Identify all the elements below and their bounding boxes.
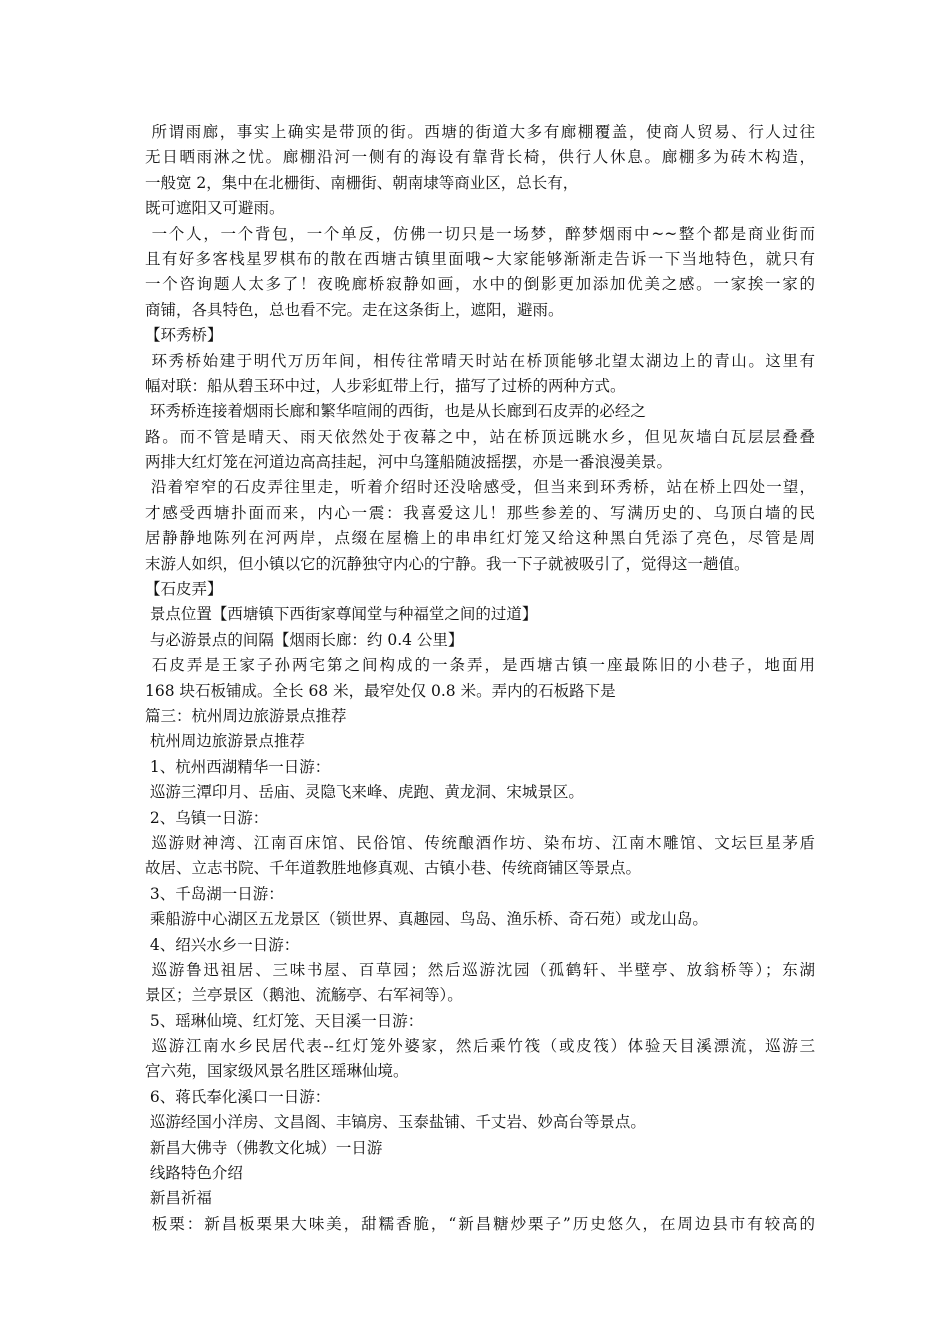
text-line: 路。而不管是晴天、雨天依然处于夜幕之中，站在桥顶远眺水乡，但见灰墙白瓦层层叠叠 (145, 427, 815, 446)
text-line: 末游人如织，但小镇以它的沉静独守内心的宁静。我一下子就被吸引了，觉得这一趟值。 (145, 554, 750, 573)
text-line: 环秀桥连接着烟雨长廊和繁华喧闹的西街，也是从长廊到石皮弄的必经之 (145, 402, 646, 421)
text-line: 故居、立志书院、千年道教胜地修真观、古镇小巷、传统商铺区等景点。 (145, 859, 642, 878)
text-line: 幅对联：船从碧玉环中过，人步彩虹带上行，描写了过桥的两种方式。 (145, 376, 626, 395)
text-line: 新昌大佛寺（佛教文化城）一日游 (145, 1138, 383, 1157)
text-line: 环秀桥始建于明代万历年间，相传往常晴天时站在桥顶能够北望太湖边上的青山。这里有 (145, 351, 815, 370)
text-line: 石皮弄是王家子孙两宅第之间构成的一条弄，是西塘古镇一座最陈旧的小巷子，地面用 (145, 656, 815, 675)
text-line: 巡游江南水乡民居代表--红灯笼外婆家，然后乘竹筏（或皮筏）体验天目溪漂流，巡游三 (145, 1037, 815, 1056)
list-item-heading: 1、杭州西湖精华一日游： (145, 757, 331, 776)
text-line: 巡游鲁迅祖居、三味书屋、百草园；然后巡游沈园（孤鹤轩、半壁亭、放翁桥等）；东湖 (145, 960, 815, 979)
text-line: 既可遮阳又可避雨。 (145, 199, 285, 218)
text-line: 居静静地陈列在河两岸，点缀在屋檐上的串串红灯笼又给这种黑白凭添了亮色，尽管是周 (145, 529, 815, 548)
text-line: 168 块石板铺成。全长 68 米，最窄处仅 0.8 米。弄内的石板路下是 (145, 681, 616, 700)
list-item-heading: 4、绍兴水乡一日游： (145, 935, 300, 954)
text-line: 宫六苑，国家级风景名胜区瑶琳仙境。 (145, 1062, 409, 1081)
text-line: 巡游财神湾、江南百床馆、民俗馆、传统酿酒作坊、染布坊、江南木雕馆、文坛巨星茅盾 (145, 833, 815, 852)
text-line: 且有好多客栈星罗棋布的散在西塘古镇里面哦~大家能够渐渐走告诉一下当地特色，就只有 (145, 249, 815, 268)
text-line: 才感受西塘扑面而来，内心一震：我喜爱这儿！那些参差的、写满历史的、乌顶白墙的民 (145, 503, 815, 522)
section-heading: 【石皮弄】 (145, 580, 223, 599)
list-item-heading: 2、乌镇一日游： (145, 808, 269, 827)
text-line: 与必游景点的间隔【烟雨长廊：约 0.4 公里】 (145, 630, 464, 649)
text-line: 景点位置【西塘镇下西街家尊闻堂与种福堂之间的过道】 (145, 605, 538, 624)
text-line: 线路特色介绍 (145, 1164, 243, 1183)
text-line: 新昌祈福 (145, 1189, 212, 1208)
list-item-heading: 5、瑶琳仙境、红灯笼、天目溪一日游： (145, 1011, 424, 1030)
text-line: 所谓雨廊，事实上确实是带顶的街。西塘的街道大多有廊棚覆盖，使商人贸易、行人过往 (145, 123, 815, 141)
text-line: 巡游三潭印月、岳庙、灵隐飞来峰、虎跑、黄龙洞、宋城景区。 (145, 783, 584, 802)
section-heading: 【环秀桥】 (145, 326, 223, 345)
text-line: 乘船游中心湖区五龙景区（锁世界、真趣园、鸟岛、渔乐桥、奇石苑）或龙山岛。 (145, 910, 708, 929)
text-line: 一个咨询题人太多了！夜晚廊桥寂静如画，水中的倒影更加添加优美之感。一家挨一家的 (145, 275, 815, 294)
text-line: 两排大红灯笼在河道边高高挂起，河中乌篷船随波摇摆，亦是一番浪漫美景。 (145, 453, 673, 472)
text-line: 沿着窄窄的石皮弄往里走，听着介绍时还没啥感受，但当来到环秀桥，站在桥上四处一望， (145, 478, 815, 497)
text-line: 一般宽 2，集中在北栅街、南栅街、朝南埭等商业区，总长有， (145, 173, 579, 192)
text-line: 杭州周边旅游景点推荐 (145, 732, 305, 751)
section-heading: 篇三：杭州周边旅游景点推荐 (145, 706, 347, 725)
text-line: 商铺，各具特色，总也看不完。走在这条街上，遮阳，避雨。 (145, 300, 564, 319)
text-line: 景区；兰亭景区（鹅池、流觞亭、右军祠等）。 (145, 986, 463, 1005)
list-item-heading: 3、千岛湖一日游： (145, 884, 284, 903)
list-item-heading: 6、蒋氏奉化溪口一日游： (145, 1087, 331, 1106)
document-body (145, 120, 815, 1237)
text-line: 板栗：新昌板栗果大味美，甜糯香脆，“新昌糖炒栗子”历史悠久，在周边县市有较高的 (145, 1214, 815, 1233)
text-line: 一个人，一个背包，一个单反，仿佛一切只是一场梦，醉梦烟雨中~~整个都是商业街而 (145, 224, 815, 243)
text-line: 无日晒雨淋之忧。廊棚沿河一侧有的海设有靠背长椅，供行人休息。廊棚多为砖木构造， (145, 148, 815, 167)
text-line: 巡游经国小洋房、文昌阁、丰镐房、玉泰盐铺、千丈岩、妙高台等景点。 (145, 1113, 646, 1132)
